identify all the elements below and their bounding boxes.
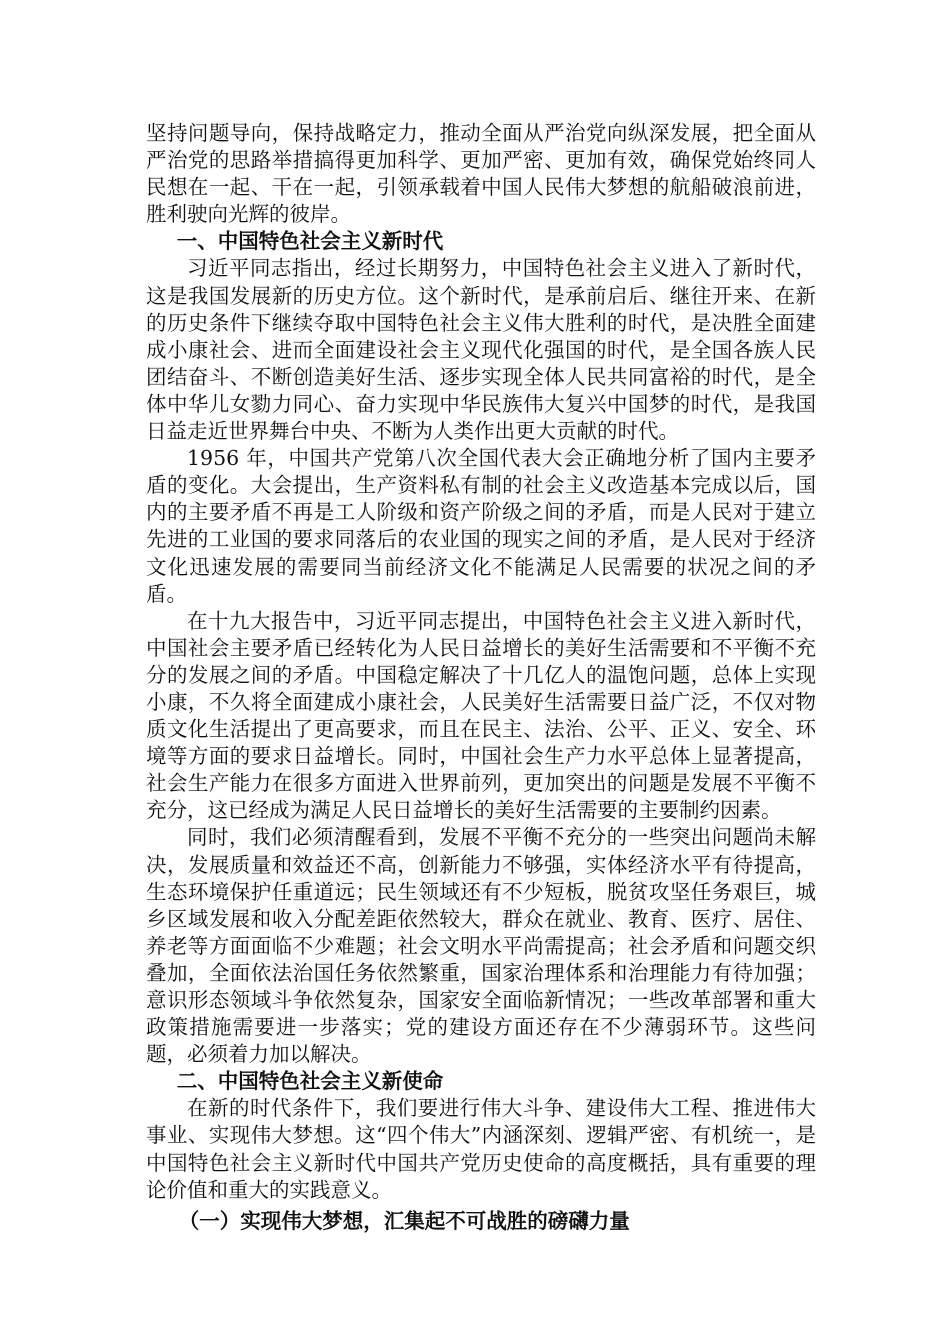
paragraph-19th-congress: 在十九大报告中，习近平同志提出，中国特色社会主义进入新时代，中国社会主要矛盾已经转化为人民日益增长的美好生活需要和不平衡不充分的发展之间的矛盾。中国稳定解决了十几亿人的温饱问题，总体上实现小康，不久将全面建成小康社会，人民美好生活需要日益广泛，不仅对物质文化生活提出了更高要求，而且在民主、法治、公平、正义、安全、环境等方面的要求日益增长。同时，中国社会生产力水平总体上显著提高，社会生产能力在很多方面进入世界前列，更加突出的问题是发展不平衡不充分，这已经成为满足人民日益增长的美好生活需要的主要制约因素。 — [146, 608, 816, 823]
paragraph-new-era: 习近平同志指出，经过长期努力，中国特色社会主义进入了新时代，这是我国发展新的历史方位。这个新时代，是承前启后、继往开来、在新的历史条件下继续夺取中国特色社会主义伟大胜利的时代，是决胜全面建成小康社会、进而全面建设社会主义现代化强国的时代，是全国各族人民团结奋斗、不断创造美好生活、逐步实现全体人民共同富裕的时代，是全体中华儿女勠力同心、奋力实现中华民族伟大复兴中国梦的时代，是我国日益走近世界舞台中央、不断为人类作出更大贡献的时代。 — [146, 256, 816, 444]
paragraph-four-greats: 在新的时代条件下，我们要进行伟大斗争、建设伟大工程、推进伟大事业、实现伟大梦想。这“四个伟大”内涵深刻、逻辑严密、有机统一，是中国特色社会主义新时代中国共产党历史使命的高度概括，具有重要的理论价值和重大的实践意义。 — [146, 1096, 816, 1202]
subsection-heading-1: （一）实现伟大梦想，汇集起不可战胜的磅礴力量 — [178, 1208, 630, 1233]
paragraph-intro: 坚持问题导向，保持战略定力，推动全面从严治党向纵深发展，把全面从严治党的思路举措搞得更加科学、更加严密、更加有效，确保党始终同人民想在一起、干在一起，引领承载着中国人民伟大梦想的航船破浪前进，胜利驶向光辉的彼岸。 — [146, 121, 816, 227]
document-page — [146, 120, 816, 1235]
paragraph-problems: 同时，我们必须清醒看到，发展不平衡不充分的一些突出问题尚未解决，发展质量和效益还不高，创新能力不够强，实体经济水平有待提高，生态环境保护任重道远；民生领域还有不少短板，脱贫攻坚任务艰巨，城乡区域发展和收入分配差距依然较大，群众在就业、教育、医疗、居住、养老等方面面临不少难题；社会文明水平尚需提高；社会矛盾和问题交织叠加，全面依法治国任务依然繁重，国家治理体系和治理能力有待加强；意识形态领域斗争依然复杂，国家安全面临新情况；一些改革部署和重大政策措施需要进一步落实；党的建设方面还存在不少薄弱环节。这些问题，必须着力加以解决。 — [146, 825, 816, 1067]
paragraph-1956: 1956 年，中国共产党第八次全国代表大会正确地分析了国内主要矛盾的变化。大会提出，生产资料私有制的社会主义改造基本完成以后，国内的主要矛盾不再是工人阶级和资产阶级之间的矛盾，而是人民对于建立先进的工业国的要求同落后的农业国的现实之间的矛盾，是人民对于经济文化迅速发展的需要同当前经济文化不能满足人民需要的状况之间的矛盾。 — [146, 446, 816, 606]
section-heading-1: 一、中国特色社会主义新时代 — [176, 229, 444, 254]
section-heading-2: 二、中国特色社会主义新使命 — [176, 1069, 444, 1094]
